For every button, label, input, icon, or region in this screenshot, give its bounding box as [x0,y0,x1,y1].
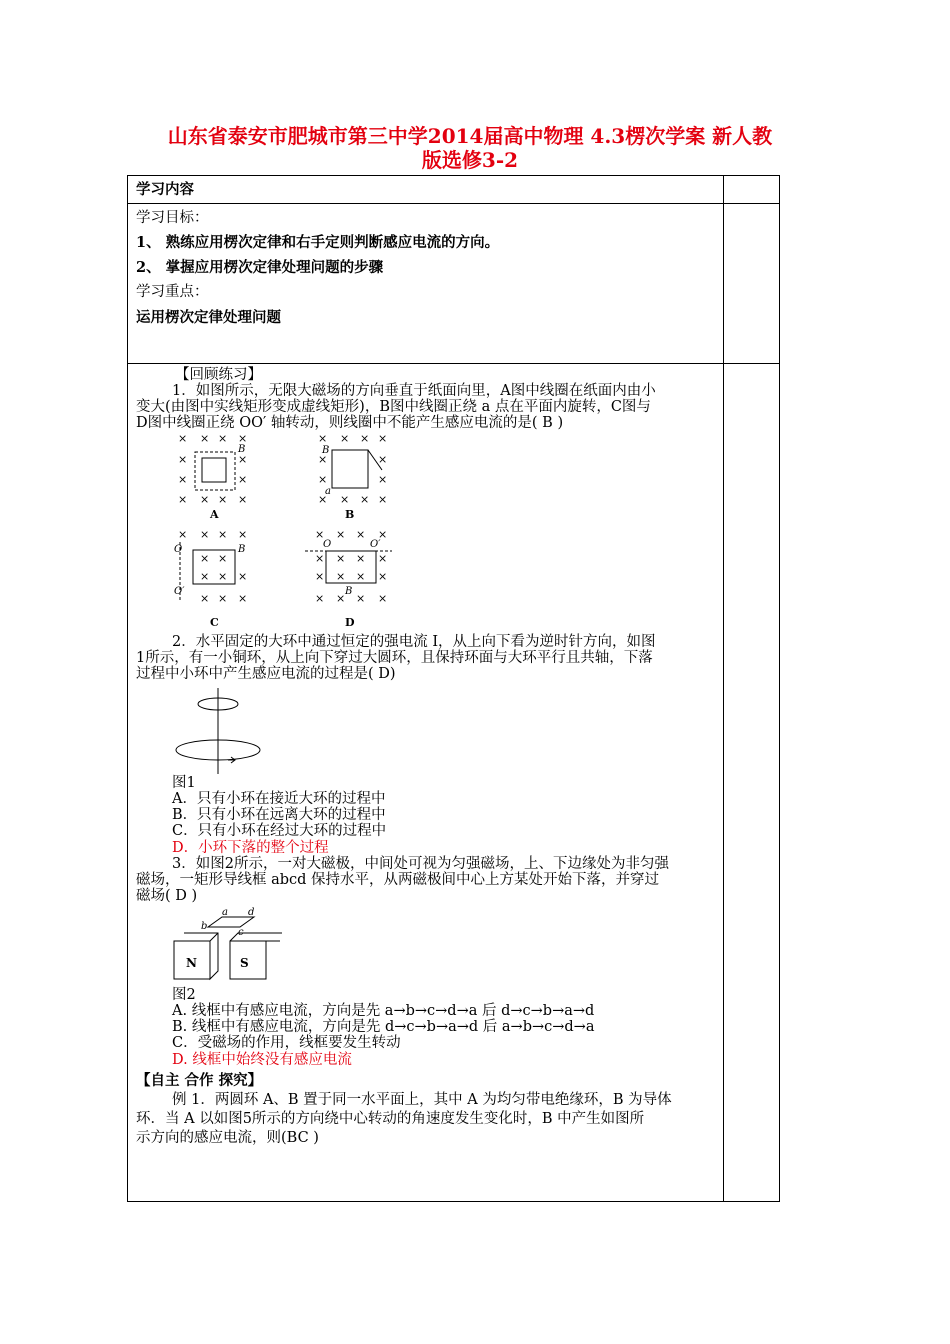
label-b: b [201,921,208,932]
cross-mark: × [238,570,248,583]
label-b: B [238,544,246,555]
label-o-prime: O′ [370,539,381,550]
current-arrow [228,757,235,763]
ex1-line-2: 环．当 A 以如图5所示的方向绕中心转动的角速度发生变化时，B 中产生如图所 [136,1111,645,1127]
cross-mark: × [200,570,210,583]
cross-mark: × [218,570,228,583]
magnet-figure [170,905,290,985]
cross-mark: × [378,432,388,445]
cross-mark: × [315,592,325,605]
title-line-1: 山东省泰安市肥城市第三中学2014届高中物理 4.3楞次学案 新人教 [167,124,773,148]
cross-mark: × [238,528,248,541]
q2-line-3: 过程中小环中产生感应电流的过程是( D) [136,666,396,682]
cross-mark: × [340,493,350,506]
fig2-label: 图2 [172,987,196,1003]
cross-mark: × [200,432,210,445]
cross-mark: × [200,592,210,605]
cross-mark: × [336,528,346,541]
cross-mark: × [356,592,366,605]
cross-mark: × [360,493,370,506]
q2-line-2: 1所示，有一小铜环，从上向下穿过大圆环，且保持环面与大环平行且共轴，下落 [136,650,653,666]
cross-mark: × [340,432,350,445]
document-title [120,124,820,172]
cross-mark: × [360,432,370,445]
cross-mark: × [318,432,328,445]
focus-label: 学习重点： [136,284,209,300]
q3-option-a: A. 线框中有感应电流，方向是先 a→b→c→d→a 后 d→c→b→a→d [172,1003,595,1019]
q3-option-c: C．受磁场的作用，线框要发生转动 [172,1035,401,1051]
ex1-line-3: 示方向的感应电流，则(BC ) [136,1130,319,1146]
figure-label-c: C [210,616,219,629]
cross-mark: × [238,432,248,445]
cross-mark: × [218,432,228,445]
table-row-divider-1 [127,203,780,204]
cross-mark: × [356,552,366,565]
cross-mark: × [378,592,388,605]
cross-mark: × [378,473,388,486]
cross-mark: × [200,552,210,565]
cross-mark: × [200,493,210,506]
cross-mark: × [218,592,228,605]
cross-grid-c [178,528,247,605]
cross-mark: × [200,528,210,541]
cross-mark: × [336,570,346,583]
q2-option-c: C．只有小环在经过大环的过程中 [172,823,387,839]
label-a: a [222,907,228,918]
q3-line-2: 磁场，一矩形导线框 abcd 保持水平，从两磁极间中心上方某处开始下落，并穿过 [136,872,660,888]
goals-label: 学习目标： [136,210,209,226]
cross-mark: × [378,493,388,506]
cross-mark: × [318,453,328,466]
cross-mark: × [238,473,248,486]
magnet-south [230,933,282,979]
figure-label-b: B [345,508,355,521]
cross-mark: × [378,453,388,466]
label-a: a [325,486,331,497]
label-n: N [186,956,197,970]
explore-heading: 【自主 合作 探究】 [136,1072,263,1089]
cross-mark: × [318,473,328,486]
cross-mark: × [178,493,188,506]
header-label: 学习内容 [136,181,194,198]
label-c: c [238,927,244,938]
cross-mark: × [336,592,346,605]
label-b: B [345,586,353,597]
label-o: O [174,544,183,555]
cross-mark: × [315,570,325,583]
q3-option-d: D. 线框中始终没有感应电流 [172,1052,352,1068]
q2-line-1: 2．水平固定的大环中通过恒定的强电流 I，从上向下看为逆时针方向，如图 [172,634,656,650]
label-s: S [240,956,249,970]
fig1-label: 图1 [172,775,196,791]
label-o: O [323,539,332,550]
label-d: d [248,907,255,918]
cross-grid-a [178,432,247,506]
label-b: B [238,444,246,455]
label-o-prime: O′ [174,586,185,597]
goal-item-2: 2、 掌握应用楞次定律处理问题的步骤 [136,259,384,276]
cross-mark: × [178,432,188,445]
cross-mark: × [318,493,328,506]
q3-option-b: B. 线框中有感应电流，方向是先 d→c→b→a→d 后 a→b→c→d→a [172,1019,595,1035]
q1-figure [160,430,410,630]
cross-mark: × [356,528,366,541]
title-line-2: 版选修3-2 [421,148,519,172]
cross-mark: × [218,552,228,565]
cross-mark: × [378,570,388,583]
q1-line-2: 变大(由图中实线矩形变成虚线矩形)，B图中线圈正绕 a 点在平面内旋转，C图与 [136,399,651,415]
cross-mark: × [336,552,346,565]
cross-mark: × [178,528,188,541]
cross-mark: × [178,453,188,466]
cross-mark: × [218,528,228,541]
ex1-line-1: 例 1．两圆环 A、B 置于同一水平面上，其中 A 为均匀带电绝缘环，B 为导体 [172,1092,672,1108]
cross-mark: × [315,552,325,565]
solid-rect-a [202,458,226,482]
q3-line-3: 磁场( D ) [136,888,198,904]
cross-mark: × [178,473,188,486]
q2-option-d: D．小环下落的整个过程 [172,840,329,856]
cross-mark: × [356,570,366,583]
ring-figure [168,688,268,774]
solid-rect-b [332,450,368,488]
cross-mark: × [238,592,248,605]
cross-mark: × [378,528,388,541]
cross-mark: × [378,552,388,565]
magnet-north [176,933,218,979]
focus-text: 运用楞次定律处理问题 [136,309,281,326]
q3-line-1: 3．如图2所示，一对大磁极，中间处可视为匀强磁场，上、下边缘处为非匀强 [172,856,669,872]
table-row-divider-2 [127,363,780,364]
cross-mark: × [238,493,248,506]
cross-mark: × [238,453,248,466]
solid-rect-d [326,551,376,583]
figure-label-d: D [345,616,355,629]
cross-mark: × [315,528,325,541]
cross-mark: × [218,493,228,506]
q1-line-3: D图中线圈正绕 OO′ 轴转动，则线圈中不能产生感应电流的是( B ) [136,415,564,431]
label-b: B [322,445,330,456]
goal-item-1: 1、 熟练应用楞次定律和右手定则判断感应电流的方向。 [136,234,500,251]
review-heading: 【回顾练习】 [175,367,262,383]
q2-option-a: A．只有小环在接近大环的过程中 [172,791,386,807]
table-column-divider [723,175,724,1202]
q1-line-1: 1．如图所示，无限大磁场的方向垂直于纸面向里，A图中线圈在纸面内由小 [172,383,656,399]
wire-frame [208,917,254,927]
figure-label-a: A [210,508,219,521]
q2-option-b: B．只有小环在远离大环的过程中 [172,807,386,823]
